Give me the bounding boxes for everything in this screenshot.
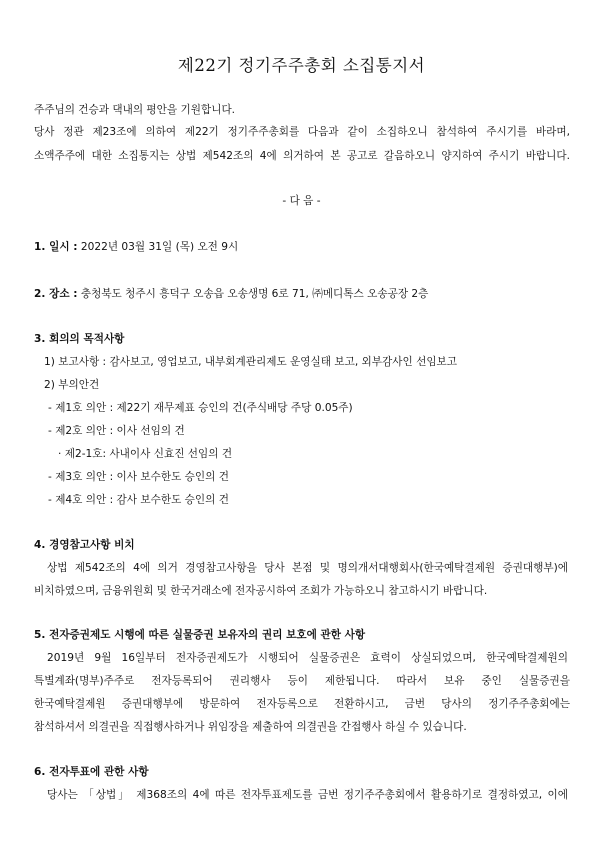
section5-line-1: 2019년 9월 16일부터 전자증권제도가 시행되어 실물증권은 효력이 상실되었으며, 한국예탁결제원의 [47, 652, 568, 664]
section6-heading: 6. 전자투표에 관한 사항 [34, 766, 149, 778]
date-label: 1. 일시 : [34, 241, 78, 253]
agenda-resolution: 2) 부의안건 [44, 379, 100, 391]
place-value: 충청북도 청주시 흥덕구 오송읍 오송생명 6로 71, ㈜메디톡스 오송공장 2층 [80, 288, 429, 300]
agenda-report: 1) 보고사항 : 감사보고, 영업보고, 내부회계관리제도 운영실태 보고, 외부감사인 선임보고 [44, 356, 458, 368]
agenda-item-2: - 제2호 의안 : 이사 선임의 건 [48, 425, 185, 437]
page-title: 제22기 정기주주총회 소집통지서 [177, 56, 426, 75]
greeting-text: 주주님의 건승과 댁내의 평안을 기원합니다. [34, 104, 236, 116]
section5-line-4: 참석하셔서 의결권을 직접행사하거나 위임장을 제출하여 의결권을 간접행사 하실 수 있습니다. [34, 721, 467, 733]
agenda-item-1: - 제1호 의안 : 제22기 재무제표 승인의 건(주식배당 주당 0.05주) [48, 402, 353, 414]
agenda-item-3: - 제3호 의안 : 이사 보수한도 승인의 건 [48, 471, 229, 483]
place-row [34, 287, 428, 301]
intro-line-1: 당사 정관 제23조에 의하여 제22기 정기주주총회를 다음과 같이 소집하오니 참석하여 주시기를 바라며, [34, 126, 570, 138]
divider-text: - 다 음 - [282, 195, 321, 207]
section6-line-1: 당사는 「상법」 제368조의 4에 따른 전자투표제도를 금번 정기주주총회에서 활용하기로 결정하였고, 이에 [47, 789, 568, 801]
section4-line-1: 상법 제542조의 4에 의거 경영참고사항을 당사 본점 및 명의개서대행회사(한국예탁결제원 증권대행부)에 [47, 562, 568, 574]
place-label: 2. 장소 : [34, 288, 78, 300]
section5-line-2: 특별계좌(명부)주주로 전자등록되어 권리행사 등이 제한됩니다. 따라서 보유 중인 실물증권을 [34, 675, 570, 687]
agenda-item-2-1: · 제2-1호: 사내이사 신효진 선임의 건 [58, 448, 233, 460]
intro-line-2: 소액주주에 대한 소집통지는 상법 제542조의 4에 의거하여 본 공고로 갈음하오니 양지하여 주시기 바랍니다. [34, 150, 570, 162]
section4-heading: 4. 경영참고사항 비치 [34, 539, 135, 551]
section4-line-2: 비치하였으며, 금융위원회 및 한국거래소에 전자공시하여 조회가 가능하오니 참고하시기 바랍니다. [34, 585, 488, 597]
date-value: 2022년 03월 31일 (목) 오전 9시 [80, 241, 239, 253]
date-row [34, 240, 238, 254]
section5-line-3: 한국예탁결제원 증권대행부에 방문하여 전자등록으로 전환하시고, 금번 당사의 정기주주총회에는 [34, 698, 570, 710]
agenda-item-4: - 제4호 의안 : 감사 보수한도 승인의 건 [48, 494, 229, 506]
agenda-heading: 3. 회의의 목적사항 [34, 333, 125, 345]
section5-heading: 5. 전자증권제도 시행에 따른 실물증권 보유자의 권리 보호에 관한 사항 [34, 629, 366, 641]
